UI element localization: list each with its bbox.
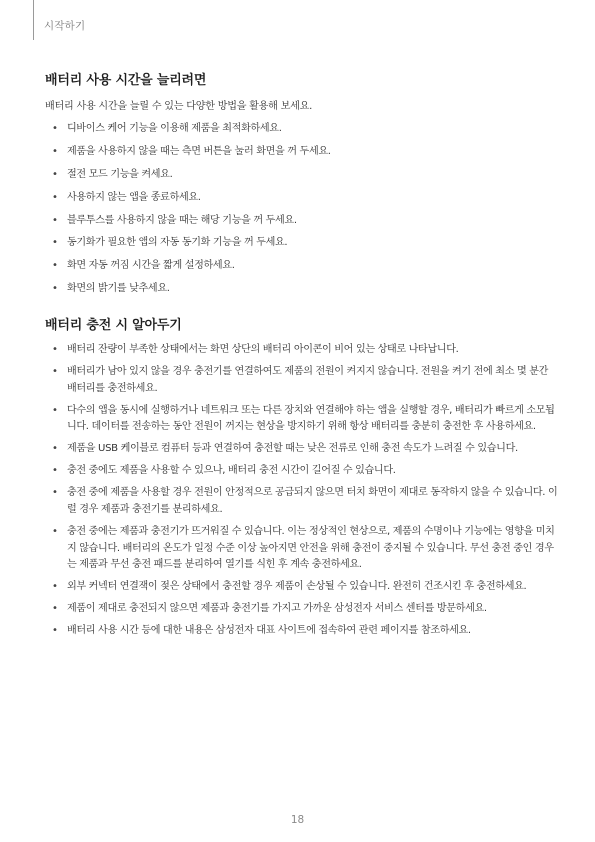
list-item <box>45 441 560 458</box>
list-item <box>45 403 560 436</box>
list-item-text: 충전 중에 제품을 사용할 경우 전원이 안정적으로 공급되지 않으면 터치 화면이 제대로 동작하지 않을 수 있습니다. 이럴 경우 제품과 충전기를 분리하세요. <box>67 487 558 515</box>
list-item-text: 충전 중에는 제품과 충전기가 뜨거워질 수 있습니다. 이는 정상적인 현상으로, 제품의 수명이나 기능에는 영향을 미치지 않습니다. 배터리의 온도가 일정 수준 이상 높아지면 안전을 위해 충전이 중지될 수 있습니다. 무선 충전 중인 경우는 제품과 무선 충전 패드를 분리하여 열기를 식힌 후 계속 충전하세요. <box>67 526 555 571</box>
list-item-text: 외부 커넥터 연결잭이 젖은 상태에서 충전할 경우 제품이 손상될 수 있습니다. 완전히 건조시킨 후 충전하세요. <box>67 581 527 593</box>
list-item <box>45 281 560 298</box>
bullet-icon: • <box>52 487 58 499</box>
bullet-icon: • <box>52 581 58 593</box>
list-item-text: 화면 자동 꺼짐 시간을 짧게 설정하세요. <box>67 260 235 272</box>
list-item <box>45 167 560 184</box>
battery-tips-list <box>45 121 560 298</box>
section-title-charging-tips: 배터리 충전 시 알아두기 <box>45 318 182 333</box>
bullet-icon: • <box>52 237 58 249</box>
bullet-icon: • <box>52 283 58 295</box>
bullet-icon: • <box>52 603 58 615</box>
list-item <box>45 579 560 596</box>
list-item-text: 다수의 앱을 동시에 실행하거나 네트워크 또는 다른 장치와 연결해야 하는 앱을 실행할 경우, 배터리가 빠르게 소모됩니다. 데이터를 전송하는 동안 전원이 꺼지는 현상을 방지하기 위해 항상 배터리를 충분히 충전한 후 사용하세요. <box>67 404 555 433</box>
list-item <box>45 144 560 161</box>
bullet-icon: • <box>52 260 58 272</box>
bullet-icon: • <box>52 123 58 134</box>
list-item-text: 사용하지 않는 앱을 종료하세요. <box>67 191 201 203</box>
list-item-text: 배터리가 남아 있지 않을 경우 충전기를 연결하여도 제품의 전원이 켜지지 않습니다. 전원을 켜기 전에 최소 몇 분간 배터리를 충전하세요. <box>67 366 549 394</box>
list-item <box>45 190 560 207</box>
list-item-text: 충전 중에도 제품을 사용할 수 있으나, 배터리 충전 시간이 길어질 수 있습니다. <box>67 465 396 477</box>
list-item-text: 화면의 밝기를 낮추세요. <box>67 283 170 295</box>
bullet-icon: • <box>52 145 58 157</box>
section-charging-tips <box>45 314 560 645</box>
list-item <box>45 524 560 574</box>
list-item-text: 절전 모드 기능을 켜세요. <box>67 168 173 180</box>
list-item-text: 블루투스를 사용하지 않을 때는 해당 기능을 꺼 두세요. <box>67 214 297 226</box>
bullet-icon: • <box>52 443 58 455</box>
list-item <box>45 463 560 480</box>
list-item-text: 제품을 USB 케이블로 컴퓨터 등과 연결하여 충전할 때는 낮은 전류로 인해 충전 속도가 느려질 수 있습니다. <box>67 443 518 455</box>
section-title-battery-life: 배터리 사용 시간을 늘리려면 <box>45 73 207 88</box>
bullet-icon: • <box>52 366 58 378</box>
section-intro: 배터리 사용 시간을 늘릴 수 있는 다양한 방법을 활용해 보세요. <box>45 101 313 112</box>
bullet-icon: • <box>52 404 58 416</box>
charging-tips-list <box>45 342 560 640</box>
list-item <box>45 342 560 359</box>
list-item <box>45 258 560 275</box>
list-item <box>45 364 560 397</box>
bullet-icon: • <box>52 625 58 637</box>
bullet-icon: • <box>52 344 58 355</box>
list-item <box>45 235 560 252</box>
list-item-text: 제품이 제대로 충전되지 않으면 제품과 충전기를 가지고 가까운 삼성전자 서비스 센터를 방문하세요. <box>67 603 487 615</box>
list-item <box>45 623 560 640</box>
bullet-icon: • <box>52 214 58 226</box>
list-item <box>45 485 560 518</box>
page-number: 18 <box>290 814 305 826</box>
bullet-icon: • <box>52 465 58 477</box>
list-item <box>45 213 560 230</box>
list-item <box>45 601 560 618</box>
list-item-text: 배터리 사용 시간 등에 대한 내용은 삼성전자 대표 사이트에 접속하여 관련 페이지를 참조하세요. <box>67 625 471 637</box>
list-item-text: 동기화가 필요한 앱의 자동 동기화 기능을 꺼 두세요. <box>67 237 288 249</box>
bullet-icon: • <box>52 191 58 203</box>
header-divider <box>33 0 34 40</box>
list-item <box>45 121 560 138</box>
bullet-icon: • <box>52 526 58 538</box>
list-item-text: 배터리 잔량이 부족한 상태에서는 화면 상단의 배터리 아이콘이 비어 있는 상태로 나타납니다. <box>67 344 459 355</box>
list-item-text: 디바이스 케어 기능을 이용해 제품을 최적화하세요. <box>67 123 282 134</box>
bullet-icon: • <box>52 168 58 180</box>
chapter-label: 시작하기 <box>44 20 86 32</box>
list-item-text: 제품을 사용하지 않을 때는 측면 버튼을 눌러 화면을 꺼 두세요. <box>67 145 331 157</box>
section-battery-life <box>45 69 560 304</box>
